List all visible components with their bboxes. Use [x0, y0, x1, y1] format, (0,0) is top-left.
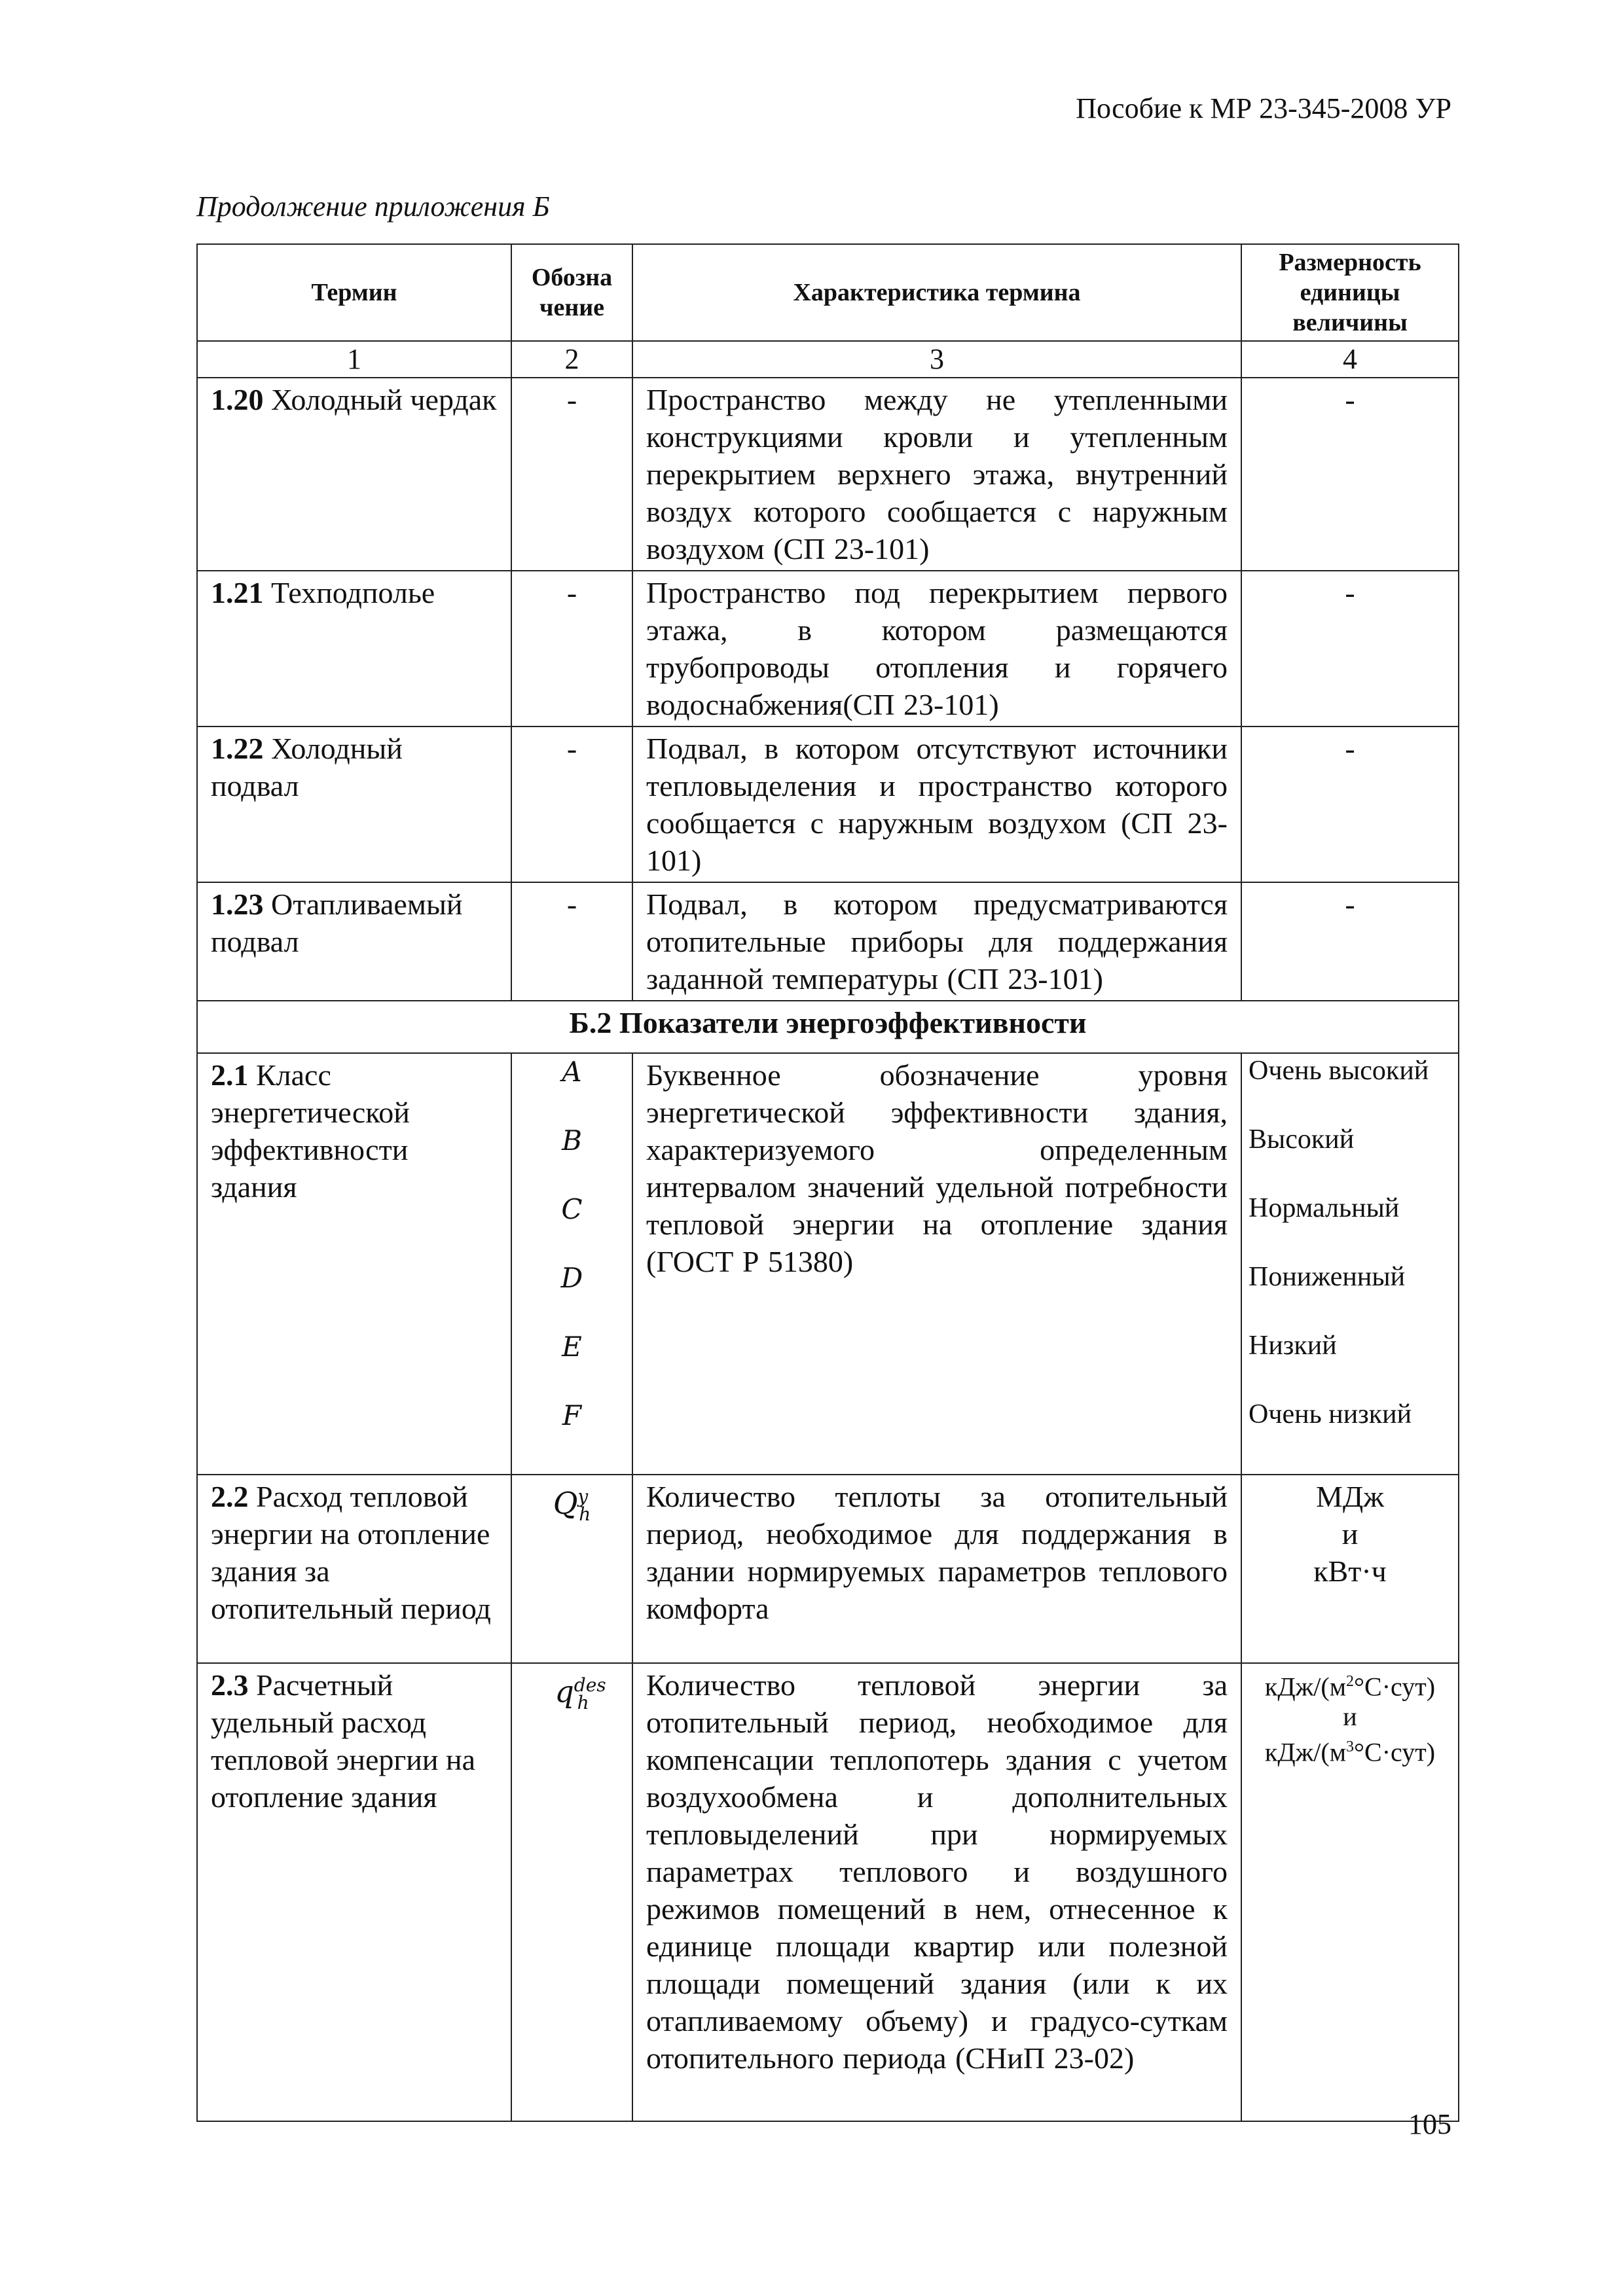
- designation-cell: [511, 1663, 632, 2121]
- term-name: Класс энергетической эффективности здания: [211, 1058, 410, 1204]
- unit-line: и: [1343, 1702, 1357, 1732]
- unit-line: МДж: [1315, 1480, 1385, 1513]
- unit-cell: -: [1241, 378, 1459, 571]
- term-number: 1.21: [211, 576, 264, 609]
- table-row: [197, 882, 1459, 1001]
- designation-cell: [511, 1053, 632, 1475]
- column-header-designation: Обозна чение: [511, 244, 632, 341]
- class-letter: C: [561, 1193, 583, 1225]
- column-number: 3: [632, 341, 1241, 378]
- column-header-unit: Размерность единицы величины: [1241, 244, 1459, 341]
- description-cell: Количество теплоты за отопительный период, необходимое для поддержания в здании нормируемых параметров теплового комфорта: [632, 1475, 1241, 1663]
- efficiency-levels: [1249, 1056, 1451, 1470]
- term-number: 1.22: [211, 732, 264, 765]
- page-header: Пособие к МР 23-345-2008 УР: [1076, 92, 1451, 124]
- unit-cell: -: [1241, 571, 1459, 726]
- term-number: 2.1: [211, 1058, 249, 1092]
- term-number: 1.20: [211, 383, 264, 416]
- term-name: Расчетный удельный расход тепловой энергии на отопление здания: [211, 1668, 476, 1814]
- column-number: 2: [511, 341, 632, 378]
- description-cell: Пространство под перекрытием первого этажа, в котором размещаются трубопроводы отопления и горячего водоснабжения(СП 23-101): [632, 571, 1241, 726]
- description-cell: Подвал, в котором отсутствуют источники тепловыделения и пространство которого сообщается с наружным воздухом (СП 23-101): [632, 726, 1241, 882]
- term-cell: [197, 1053, 511, 1475]
- term-cell: [197, 378, 511, 571]
- efficiency-level: Низкий: [1249, 1331, 1337, 1361]
- appendix-continuation-label: Продолжение приложения Б: [196, 190, 550, 223]
- designation-cell: [511, 1475, 632, 1663]
- section-row: [197, 1001, 1459, 1053]
- term-name: Техподполье: [263, 576, 435, 609]
- column-header-description: Характеристика термина: [632, 244, 1241, 341]
- table-row: [197, 1663, 1459, 2121]
- class-letter: B: [562, 1124, 582, 1157]
- class-letter: A: [562, 1056, 582, 1088]
- designation-cell: -: [511, 378, 632, 571]
- table-row: [197, 1475, 1459, 1663]
- description-cell: Количество тепловой энергии за отопительный период, необходимое для компенсации теплопотерь здания с учетом воздухообмена и дополнительных тепловыделений при нормируемых параметрах теплового и воздушного режимов помещений в нем, отнесенное к единице площади квартир или полезной площади помещений здания (или к их отапливаемому объему) и градусо-суткам отопительного периода (СНиП 23-02): [632, 1663, 1241, 2121]
- description-cell: Подвал, в котором предусматриваются отопительные приборы для поддержания заданной температуры (СП 23-101): [632, 882, 1241, 1001]
- term-cell: [197, 726, 511, 882]
- unit-cell: [1241, 1663, 1459, 2121]
- unit-stack: [1245, 1666, 1455, 1768]
- table-row: [197, 571, 1459, 726]
- description-cell: Буквенное обозначение уровня энергетической эффективности здания, характеризуемого определенным интервалом значений удельной потребности тепловой энергии на отопление здания (ГОСТ Р 51380): [632, 1053, 1241, 1475]
- column-number: 4: [1241, 341, 1459, 378]
- terms-table: [196, 243, 1459, 2122]
- class-letter: D: [560, 1262, 583, 1294]
- unit-line: и: [1341, 1517, 1359, 1551]
- term-number: 2.2: [211, 1480, 249, 1513]
- table-row: [197, 726, 1459, 882]
- unit-line: кДж/$(м^3^\circ С\cdot сут)$: [1264, 1737, 1436, 1767]
- unit-line: кВт·ч: [1313, 1554, 1387, 1588]
- efficiency-level: Пониженный: [1249, 1262, 1406, 1292]
- term-number: 1.23: [211, 888, 264, 921]
- description-cell: Пространство между не утепленными конструкциями кровли и утепленным перекрытием верхнего этажа, внутренний воздух которого сообщается с наружным воздухом (СП 23-101): [632, 378, 1241, 571]
- column-header-term: Термин: [197, 244, 511, 341]
- term-number: 2.3: [211, 1668, 249, 1702]
- class-letter: F: [562, 1399, 582, 1431]
- unit-cell: [1241, 1475, 1459, 1663]
- table-header-row: [197, 244, 1459, 341]
- column-number-row: [197, 341, 1459, 378]
- term-name: Холодный подвал: [211, 732, 403, 802]
- section-title: Б.2 Показатели энергоэффективности: [197, 1001, 1459, 1053]
- term-cell: [197, 571, 511, 726]
- symbol-q-h-y: $Q^y_h$: [553, 1485, 591, 1525]
- table-row: [197, 378, 1459, 571]
- efficiency-level: Нормальный: [1249, 1193, 1400, 1223]
- term-cell: [197, 1663, 511, 2121]
- designation-cell: -: [511, 882, 632, 1001]
- unit-cell: [1241, 1053, 1459, 1475]
- unit-cell: -: [1241, 882, 1459, 1001]
- unit-line: кДж/$(м^2^\circ С\cdot сут)$: [1264, 1672, 1436, 1702]
- table-row: [197, 1053, 1459, 1475]
- column-number: 1: [197, 341, 511, 378]
- class-letter: E: [562, 1331, 582, 1363]
- unit-stack: [1255, 1478, 1445, 1590]
- efficiency-level: Высокий: [1249, 1124, 1355, 1155]
- designation-cell: -: [511, 726, 632, 882]
- page-number: 105: [1408, 2108, 1451, 2140]
- designation-cell: -: [511, 571, 632, 726]
- symbol-q-h-des: $q^{des}_h$: [555, 1674, 606, 1713]
- class-letters: [512, 1056, 632, 1471]
- term-cell: [197, 1475, 511, 1663]
- term-cell: [197, 882, 511, 1001]
- unit-cell: -: [1241, 726, 1459, 882]
- efficiency-level: Очень высокий: [1249, 1056, 1429, 1086]
- term-name: Отапливаемый подвал: [211, 888, 463, 958]
- term-name: Холодный чердак: [263, 383, 497, 416]
- efficiency-level: Очень низкий: [1249, 1399, 1412, 1429]
- term-name: Расход тепловой энергии на отопление здания за отопительный период: [211, 1480, 491, 1625]
